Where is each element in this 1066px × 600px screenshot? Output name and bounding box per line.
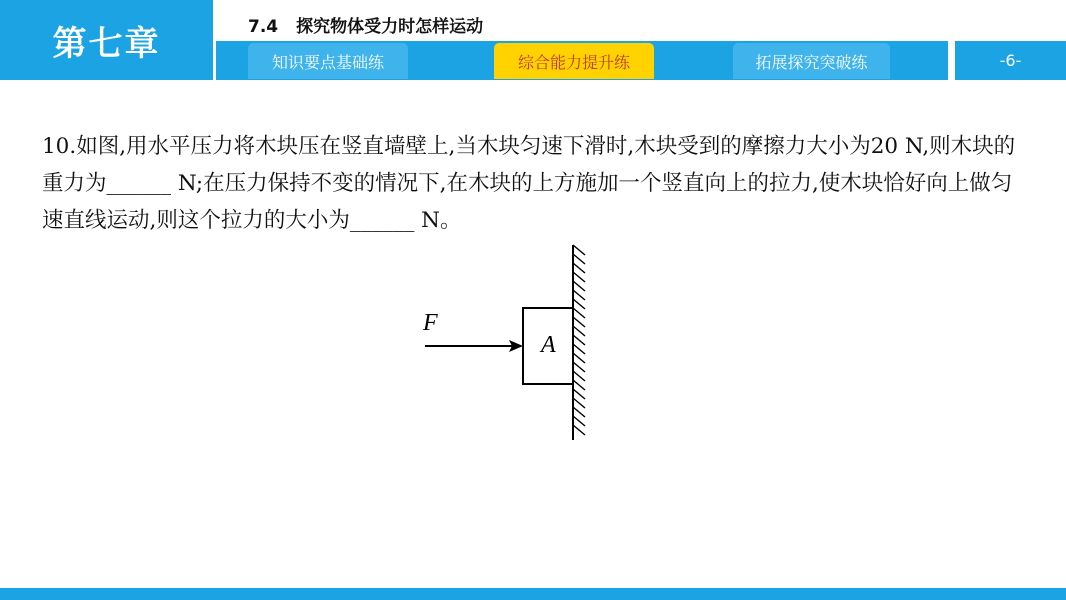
wall-hatch-mark <box>573 335 585 345</box>
wall-hatch-mark <box>573 317 585 327</box>
wall-hatch-mark <box>573 245 585 255</box>
section-title <box>248 12 483 37</box>
wall-hatch-mark <box>573 371 585 381</box>
wall-hatch-mark <box>573 362 585 372</box>
wall-hatch-mark <box>573 344 585 354</box>
wall-hatch-mark <box>573 308 585 318</box>
wall-hatch-mark <box>573 299 585 309</box>
wall-hatch-mark <box>573 407 585 417</box>
wall-hatch-mark <box>573 290 585 300</box>
tab-basic-practice[interactable]: 知识要点基础练 <box>248 43 408 79</box>
wall-hatch-mark <box>573 254 585 264</box>
force-label: F <box>423 310 438 336</box>
wall-hatch-mark <box>573 326 585 336</box>
wall-hatch-mark <box>573 353 585 363</box>
tab-comprehensive-practice[interactable]: 综合能力提升练 <box>494 43 654 79</box>
wall-hatch-mark <box>573 416 585 426</box>
bottom-bar <box>0 588 1066 600</box>
wall-hatch-mark <box>573 263 585 273</box>
wall-hatch-mark <box>573 398 585 408</box>
wall-hatch-mark <box>573 425 585 435</box>
question-text: 10.如图,用水平压力将木块压在竖直墙壁上,当木块匀速下滑时,木块受到的摩擦力大小为20 N,则木块的重力为______ N;在压力保持不变的情况下,在木块的上方施加一个竖直向上的拉力,使木块恰好向上做匀速直线运动,则这个拉力的大小为______ N。 <box>42 134 1016 233</box>
wall-hatch-mark <box>573 380 585 390</box>
wall-hatch-mark <box>573 281 585 291</box>
wall-hatch-mark <box>573 389 585 399</box>
page-number: -6- <box>955 41 1066 80</box>
chapter-label: 第七章 <box>0 0 213 80</box>
force-diagram <box>415 240 605 450</box>
tab-extended-practice[interactable]: 拓展探究突破练 <box>733 43 890 79</box>
wall-hatch-mark <box>573 272 585 282</box>
section-number: 7.4 <box>248 17 279 37</box>
wall <box>573 245 585 440</box>
section-title-text: 探究物体受力时怎样运动 <box>296 17 484 37</box>
block-label: A <box>541 332 556 358</box>
